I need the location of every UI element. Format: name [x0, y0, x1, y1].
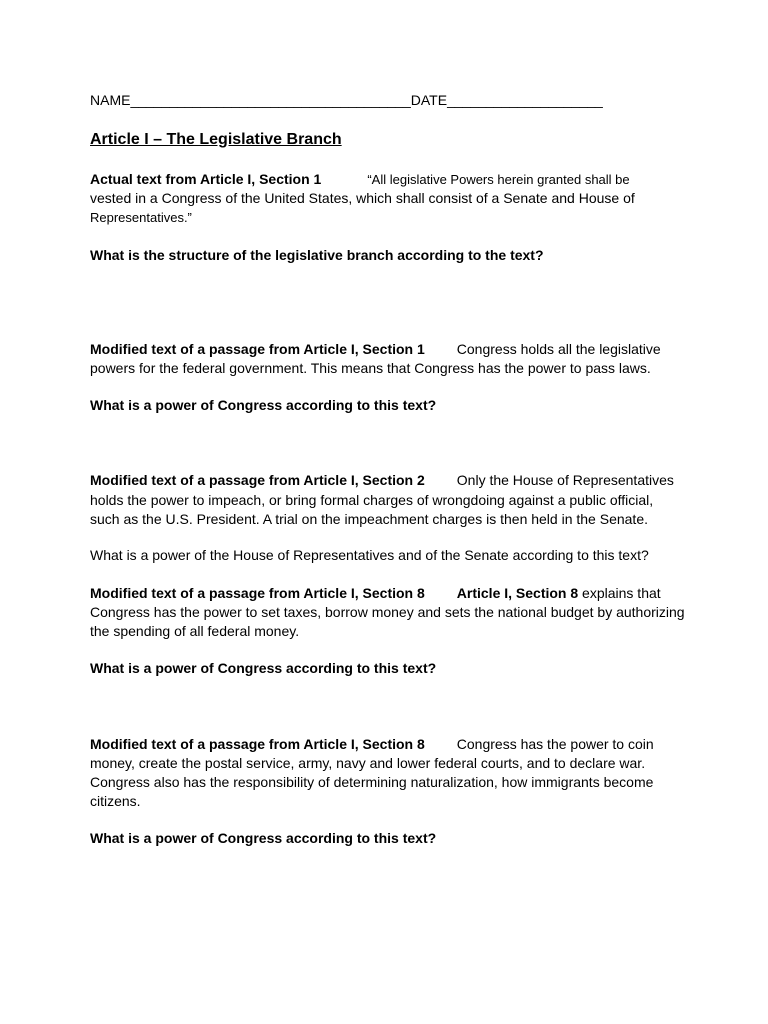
section-5-line-1 [90, 735, 654, 754]
section-3-line-1 [90, 471, 674, 490]
section-text: explains that [578, 585, 661, 601]
section-heading: Modified text of a passage from Article I, Section 8 [90, 736, 425, 752]
section-heading: Actual text from Article I, Section 1 [90, 171, 322, 187]
question: What is a power of Congress according to this text? [90, 397, 437, 413]
question: What is the structure of the legislative branch according to the text? [90, 247, 544, 263]
section-heading: Modified text of a passage from Article I, Section 8 [90, 585, 425, 601]
section-text: citizens. [90, 793, 141, 809]
section-2-line-1 [90, 340, 661, 359]
name-label: NAME [90, 92, 131, 108]
section-text: Congress also has the responsibility of determining naturalization, how immigrants become [90, 774, 654, 790]
section-text: Congress has the power to set taxes, borrow money and sets the national budget by authorizing [90, 604, 685, 620]
section-4-line-1 [90, 584, 661, 603]
question: What is a power of the House of Representatives and of the Senate according to this text? [90, 547, 649, 563]
name-blank: ____________________________________ [130, 92, 411, 108]
section-text: vested in a Congress of the United States, which shall consist of a Senate and House of [90, 190, 635, 206]
section-inline-bold: Article I, Section 8 [456, 585, 579, 601]
section-heading: Modified text of a passage from Article I, Section 1 [90, 341, 425, 357]
section-text: Congress has the power to coin [456, 736, 654, 752]
section-text: holds the power to impeach, or bring formal charges of wrongdoing against a public official, [90, 492, 654, 508]
name-date-line [90, 91, 603, 110]
section-1-line-1 [90, 170, 630, 189]
section-text: Only the House of Representatives [456, 472, 674, 488]
section-text: Congress holds all the legislative [456, 341, 661, 357]
section-text: such as the U.S. President. A trial on the impeachment charges is then held in the Senate. [90, 511, 648, 527]
date-blank: ____________________ [447, 92, 603, 108]
section-heading: Modified text of a passage from Article I, Section 2 [90, 472, 425, 488]
section-text: money, create the postal service, army, navy and lower federal courts, and to declare war. [90, 755, 646, 771]
page-title: Article I – The Legislative Branch [90, 131, 342, 148]
section-text: the spending of all federal money. [90, 623, 300, 639]
section-text: “All legislative Powers herein granted shall be [367, 172, 630, 187]
question: What is a power of Congress according to this text? [90, 830, 437, 846]
section-text: powers for the federal government. This means that Congress has the power to pass laws. [90, 360, 651, 376]
section-text: Representatives.” [90, 210, 192, 225]
date-label: DATE [410, 92, 448, 108]
question: What is a power of Congress according to this text? [90, 660, 437, 676]
